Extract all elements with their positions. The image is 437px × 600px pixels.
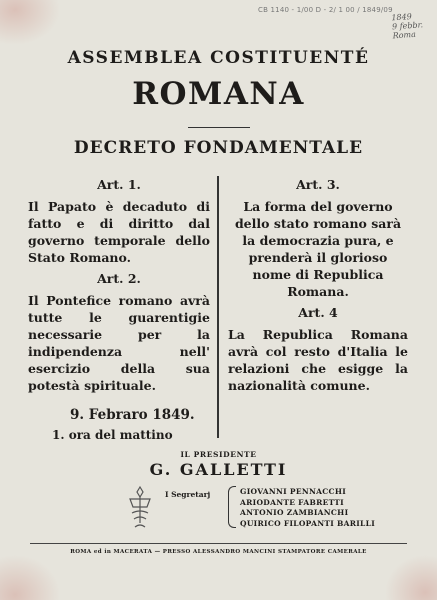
paper-stain: [0, 555, 60, 600]
decree-date: 9. Febraro 1849.: [70, 407, 195, 423]
handwritten-note: [391, 11, 433, 41]
article-1-text: Il Papato è decaduto di fatto e di diritto dal governo temporale dello Stato Romano.: [28, 199, 210, 265]
article-3-text: La forma del governo dello stato romano sarà la democrazia pura, e prenderà il glorioso nome di Republica Romana.: [234, 199, 402, 299]
paper-stain: [0, 0, 60, 45]
assembly-title: ASSEMBLEA COSTITUENTÉ: [67, 48, 370, 68]
secretaries-label: I Segretarj: [165, 490, 211, 499]
archive-stamp: CB 1140 - 1/00 D - 2/ 1 00 / 1849/09: [258, 6, 393, 14]
president-label: IL PRESIDENTE: [180, 450, 257, 459]
secretaries-list: [240, 487, 375, 529]
handwritten-note-line: 1849: [391, 12, 413, 23]
right-column: [228, 176, 408, 398]
handwritten-note-line: 9 febbr.: [391, 20, 424, 32]
title-divider: [188, 127, 250, 128]
article-3-heading: Art. 3.: [296, 177, 340, 192]
left-column: [28, 176, 210, 398]
secretaries-brace: [228, 486, 236, 528]
official-seal-emblem: [123, 483, 157, 531]
paper-stain: [385, 555, 437, 600]
secretary-name: ARIODANTE FABRETTI: [240, 497, 344, 507]
secretary-name: QUIRICO FILOPANTI BARILLI: [240, 518, 375, 528]
secretary-name: GIOVANNI PENNACCHI: [240, 487, 347, 496]
article-4-heading: Art. 4: [298, 305, 338, 320]
handwritten-note-line: Roma: [392, 29, 417, 41]
article-2-heading: Art. 2.: [97, 271, 141, 286]
president-name: G. GALLETTI: [149, 460, 288, 479]
article-4-text: La Republica Romana avrà col resto d'Italia le relazioni che esigge la nazionalità comune.: [228, 327, 408, 393]
decree-title: DECRETO FONDAMENTALE: [73, 138, 364, 158]
footer-divider: [30, 543, 407, 544]
decree-hour: 1. ora del mattino: [52, 428, 173, 442]
printer-imprint: ROMA ed in MACERATA — PRESSO ALESSANDRO MANCINI STAMPATORE CAMERALE: [70, 549, 367, 555]
assembly-subtitle: ROMANA: [132, 76, 305, 112]
article-1-heading: Art. 1.: [97, 177, 141, 192]
article-2-text: Il Pontefice romano avrà tutte le guarentigie necessarie per la indipendenza nell' esercizio della sua potestà spirituale.: [28, 293, 210, 393]
column-divider: [217, 176, 219, 438]
secretary-name: ANTONIO ZAMBIANCHI: [240, 508, 349, 517]
